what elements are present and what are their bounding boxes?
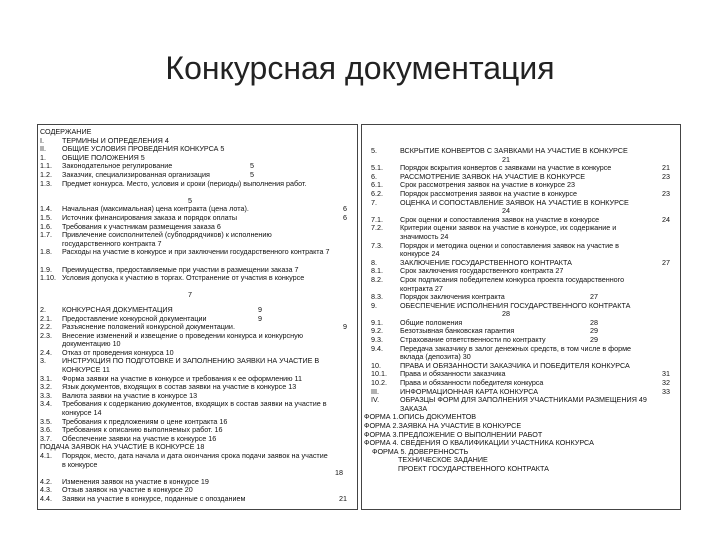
toc-entry-page: 9	[258, 304, 262, 314]
toc-entry-title: Заказчик, специализированная организация	[62, 169, 210, 179]
toc-entry-number: 1.	[40, 152, 46, 162]
toc-entry-title: Обеспечение заявки на участие в конкурсе 16	[62, 433, 217, 443]
toc-entry-title: СОДЕРЖАНИЕ	[40, 127, 92, 136]
toc-entry-number: 1.6.	[40, 221, 52, 231]
toc-entry-title: ТЕРМИНЫ И ОПРЕДЕЛЕНИЯ 4	[62, 135, 169, 145]
toc-entry-number: 1.10.	[40, 273, 56, 283]
toc-entry-title: Порядок вскрытия конвертов с заявками на участие в конкурсе	[400, 163, 612, 173]
toc-entry-title: ПРАВА И ОБЯЗАННОСТИ ЗАКАЗЧИКА И ПОБЕДИТЕЛЯ КОНКУРСА	[400, 360, 630, 370]
toc-left-panel	[37, 124, 358, 510]
toc-entry-number: 8.1.	[371, 266, 383, 276]
toc-entry-page: 23	[662, 188, 670, 198]
toc-entry-number: 9.2.	[371, 326, 383, 336]
toc-entry-page: 5	[250, 161, 254, 171]
toc-entry-title: Разъяснение положений конкурсной документации.	[62, 322, 235, 332]
toc-entry-number: 1.2.	[40, 169, 52, 179]
toc-entry-title: Безотзывная банковская гарантия	[400, 326, 515, 336]
toc-entry-title: Внесение изменений и извещение о проведении конкурса и конкурсную документацию 10	[62, 330, 304, 349]
toc-entry-number: 8.	[371, 257, 377, 267]
toc-entry-title: Форма заявки на участие в конкурсе и требования к ее оформлению 11	[62, 373, 303, 383]
toc-entry-number: 4.4.	[40, 493, 52, 503]
toc-entry-number: IV.	[371, 395, 380, 405]
toc-entry	[362, 465, 680, 474]
toc-entry	[362, 345, 680, 362]
toc-entry-page: 28	[590, 317, 598, 327]
toc-entry	[38, 274, 357, 300]
toc-entry-title: Требования к участникам размещения заказа 6	[62, 221, 221, 231]
toc-entry	[38, 332, 357, 349]
toc-entry-title: ФОРМА 1.ОПИСЬ ДОКУМЕНТОВ	[364, 412, 477, 422]
toc-entry-number: 3.6.	[40, 425, 52, 435]
toc-entry-page: 9	[258, 313, 262, 323]
toc-entry-title: Порядок заключения контракта	[400, 292, 505, 302]
toc-entry-number: 7.3.	[371, 240, 383, 250]
toc-entry-number: 1.9.	[40, 264, 52, 274]
toc-entry-number: 4.3.	[40, 485, 52, 495]
toc-entry	[38, 400, 357, 417]
toc-entry-title: ТЕХНИЧЕСКОЕ ЗАДАНИЕ	[398, 455, 488, 465]
toc-entry-number: 1.8.	[40, 247, 52, 257]
toc-entry-number: 9.4.	[371, 343, 383, 353]
toc-entry-title: Права и обязанности заказчика	[400, 369, 506, 379]
toc-entry-page: 5	[250, 169, 254, 179]
toc-entry-title: Изменения заявок на участие в конкурсе 19	[62, 476, 209, 486]
toc-entry-title: ОБЩИЕ УСЛОВИЯ ПРОВЕДЕНИЯ КОНКУРСА 5	[62, 144, 225, 154]
toc-entry-number: 9.3.	[371, 335, 383, 345]
toc-entry-number: 1.1.	[40, 161, 52, 171]
toc-entry	[362, 302, 680, 319]
toc-entry-number: 9.1.	[371, 317, 383, 327]
toc-entry-title: Начальная (максимальная) цена контракта (цена лота).	[62, 204, 249, 214]
toc-entry-title: ЗАКЛЮЧЕНИЕ ГОСУДАРСТВЕННОГО КОНТРАКТА	[400, 257, 572, 267]
toc-entry-title: Предоставление конкурсной документации	[62, 313, 207, 323]
toc-entry-title: ПРОЕКТ ГОСУДАРСТВЕННОГО КОНТРАКТА	[398, 463, 549, 473]
toc-entry-number: 1.3.	[40, 178, 52, 188]
toc-entry-number: 1.5.	[40, 212, 52, 222]
toc-entry	[362, 199, 680, 216]
toc-entry-number: 6.1.	[371, 180, 383, 190]
toc-entry-number: 7.2.	[371, 223, 383, 233]
toc-entry-title: ОБРАЗЦЫ ФОРМ ДЛЯ ЗАПОЛНЕНИЯ УЧАСТНИКАМИ РАЗМЕЩЕНИЯ 49 ЗАКАЗА	[400, 395, 647, 413]
toc-entry-number: 10.	[371, 360, 381, 370]
toc-entry-page: 27	[662, 257, 670, 267]
toc-entry-number: I.	[40, 135, 44, 145]
toc-entry-title: ПОДАЧА ЗАЯВОК НА УЧАСТИЕ В КОНКУРСЕ 18	[40, 442, 205, 452]
toc-entry-number: 2.4.	[40, 347, 52, 357]
toc-entry-number: 6.2.	[371, 188, 383, 198]
toc-entry-title: ОБЕСПЕЧЕНИЕ ИСПОЛНЕНИЯ ГОСУДАРСТВЕННОГО КОНТРАКТА	[400, 300, 631, 310]
toc-entry-number: 1.7.	[40, 230, 52, 240]
toc-entry-title: Законодательное регулирование	[62, 161, 173, 171]
toc-entry-title: Условия допуска к участию в торгах. Отстранение от участия в конкурсе	[62, 273, 305, 283]
toc-entry-page: 21	[339, 493, 347, 503]
toc-entry-title: Права и обязанности победителя конкурса	[400, 378, 544, 388]
toc-entry-number: 3.4.	[40, 399, 52, 409]
toc-entry-title: КОНКУРСНАЯ ДОКУМЕНТАЦИЯ	[62, 304, 173, 314]
toc-entry-number: 1.4.	[40, 204, 52, 214]
toc-entry-title: РАССМОТРЕНИЕ ЗАЯВОК НА УЧАСТИЕ В КОНКУРСЕ	[400, 171, 586, 181]
toc-entry-page: 5	[188, 195, 192, 205]
toc-entry-title: Требования к предложениям о цене контракта 16	[62, 416, 228, 426]
toc-entry	[38, 231, 357, 248]
toc-entry	[38, 248, 357, 265]
toc-entry-page: 6	[343, 212, 347, 222]
toc-entry	[38, 180, 357, 206]
toc-entry-number: 4.2.	[40, 476, 52, 486]
toc-entry-title: Критерии оценки заявок на участие в конкурсе, их содержание и значимость 24	[400, 223, 617, 241]
toc-entry-number: 3.	[40, 356, 46, 366]
toc-entry-title: ИНФОРМАЦИОННАЯ КАРТА КОНКУРСА	[400, 386, 538, 396]
toc-entry-title: Передача заказчику в залог денежных средств, в том числе в форме вклада (депозита) 30	[400, 343, 632, 362]
toc-entry-number: 3.5.	[40, 416, 52, 426]
toc-entry-number: 2.2.	[40, 322, 52, 332]
toc-entry-page: 24	[662, 214, 670, 224]
toc-entry-title: Привлечение соисполнителей (субподрядчиков) к исполнению государственного контракта 7	[62, 230, 272, 248]
toc-entry-title: Требования к описанию выполняемых работ. 16	[62, 425, 223, 435]
toc-entry-number: 6.	[371, 171, 377, 181]
toc-entry-title: Порядок рассмотрения заявок на участие в конкурсе	[400, 188, 578, 198]
toc-entry-number: II.	[40, 144, 46, 154]
toc-entry-page: 24	[502, 206, 510, 216]
toc-entry-number: 3.3.	[40, 390, 52, 400]
toc-entry-number: 8.3.	[371, 292, 383, 302]
toc-entry	[362, 396, 680, 413]
toc-entry-number: 3.1.	[40, 373, 52, 383]
toc-entry-number: 2.	[40, 304, 46, 314]
toc-entry-title: Срок оценки и сопоставления заявок на участие в конкурсе	[400, 214, 600, 224]
toc-entry-title: Страхование ответственности по контракту	[400, 335, 546, 345]
toc-entry-title: Заявки на участие в конкурсе, поданные с опозданием	[62, 493, 246, 503]
toc-entry-number: 7.1.	[371, 214, 383, 224]
toc-entry-page: 29	[590, 335, 598, 345]
toc-entry-title: Валюта заявки на участие в конкурсе 13	[62, 390, 198, 400]
toc-entry-page: 23	[662, 171, 670, 181]
toc-right-panel	[361, 124, 681, 510]
toc-entry	[38, 495, 357, 504]
toc-entry-title: Преимущества, предоставляемые при участии в размещении заказа 7	[62, 264, 299, 274]
toc-entry-title: Отказ от проведения конкурса 10	[62, 347, 174, 357]
toc-entry-title: Порядок, место, дата начала и дата окончания срока подачи заявок на участие в конкурсе	[62, 451, 328, 469]
toc-entry-page: 33	[662, 386, 670, 396]
slide-title: Конкурсная документация	[165, 50, 555, 86]
toc-entry-title: Срок рассмотрения заявок на участие в конкурсе 23	[400, 180, 576, 190]
toc-entry-title: Срок подписания победителем конкурса проекта государственного контракта 27	[400, 274, 625, 293]
toc-entry	[362, 276, 680, 293]
toc-entry-number: 3.7.	[40, 433, 52, 443]
toc-entry-page: 28	[502, 309, 510, 319]
toc-entry-title: ФОРМА 2.ЗАЯВКА НА УЧАСТИЕ В КОНКУРСЕ	[364, 421, 522, 430]
toc-entry-number: 8.2.	[371, 274, 383, 284]
toc-entry-title: ОБЩИЕ ПОЛОЖЕНИЯ 5	[62, 152, 145, 162]
toc-entry-title: ФОРМА 3.ПРЕДЛОЖЕНИЕ О ВЫПОЛНЕНИИ РАБОТ	[364, 429, 543, 439]
toc-entry-number: III.	[371, 386, 379, 396]
toc-entry-title: Отзыв заявок на участие в конкурсе 20	[62, 485, 193, 495]
toc-entry	[362, 242, 680, 259]
toc-entry-page: 32	[662, 378, 670, 388]
toc-entry-title: Источник финансирования заказа и порядок оплаты	[62, 212, 237, 222]
toc-entry-title: Предмет конкурса. Место, условия и сроки (периоды) выполнения работ.	[62, 178, 307, 188]
toc-entry-page: 9	[343, 322, 347, 332]
toc-entry-number: 7.	[371, 197, 377, 207]
toc-entry-page: 27	[590, 292, 598, 302]
toc-entry	[38, 452, 357, 478]
toc-entry-number: 10.2.	[371, 378, 387, 388]
toc-entry-title: Требования к содержанию документов, входящих в состав заявки на участие в конкурсе 14	[62, 399, 327, 418]
toc-entry-number: 4.1.	[40, 451, 52, 460]
toc-entry-title: Расходы на участие в конкурсе и при заключении государственного контракта 7	[62, 247, 330, 257]
toc-entry-title: Срок заключения государственного контракта 27	[400, 266, 564, 276]
toc-entry-title: Общие положения	[400, 317, 463, 327]
toc-entry	[362, 147, 680, 164]
toc-entry-page: 18	[335, 468, 343, 478]
toc-entry-title: ИНСТРУКЦИЯ ПО ПОДГОТОВКЕ И ЗАПОЛНЕНИЮ ЗАЯВКИ НА УЧАСТИЕ В КОНКУРСЕ 11	[62, 356, 320, 375]
toc-entry-page: 6	[343, 204, 347, 214]
toc-entry-title: Порядок и методика оценки и сопоставления заявок на участие в конкурсе 24	[400, 240, 619, 259]
toc-entry-title: ВСКРЫТИЕ КОНВЕРТОВ С ЗАЯВКАМИ НА УЧАСТИЕ В КОНКУРСЕ	[400, 146, 628, 155]
toc-entry-number: 9.	[371, 300, 377, 310]
toc-entry-page: 21	[502, 154, 510, 164]
toc-entry-page: 7	[188, 290, 192, 300]
toc-entry-number: 3.2.	[40, 382, 52, 392]
toc-entry-page: 29	[590, 326, 598, 336]
toc-entry-page: 31	[662, 369, 670, 379]
toc-entry	[38, 357, 357, 374]
toc-entry-number: 2.1.	[40, 313, 52, 323]
toc-entry-title: Язык документов, входящих в состав заявки на участие в конкурсе 13	[62, 382, 297, 392]
toc-entry-number: 2.3.	[40, 330, 52, 340]
toc-entry-title: ФОРМА 5. ДОВЕРЕННОСТЬ	[372, 446, 469, 456]
toc-entry-number: 5.	[371, 146, 377, 155]
toc-entry	[362, 224, 680, 241]
toc-entry-page: 21	[662, 163, 670, 173]
toc-entry-title: ФОРМА 4. СВЕДЕНИЯ О КВАЛИФИКАЦИИ УЧАСТНИКА КОНКУРСА	[364, 438, 594, 448]
toc-entry-number: 5.1.	[371, 163, 383, 173]
toc-entry-title: ОЦЕНКА И СОПОСТАВЛЕНИЕ ЗАЯВОК НА УЧАСТИЕ В КОНКУРСЕ	[400, 197, 629, 207]
toc-entry-number: 10.1.	[371, 369, 387, 379]
